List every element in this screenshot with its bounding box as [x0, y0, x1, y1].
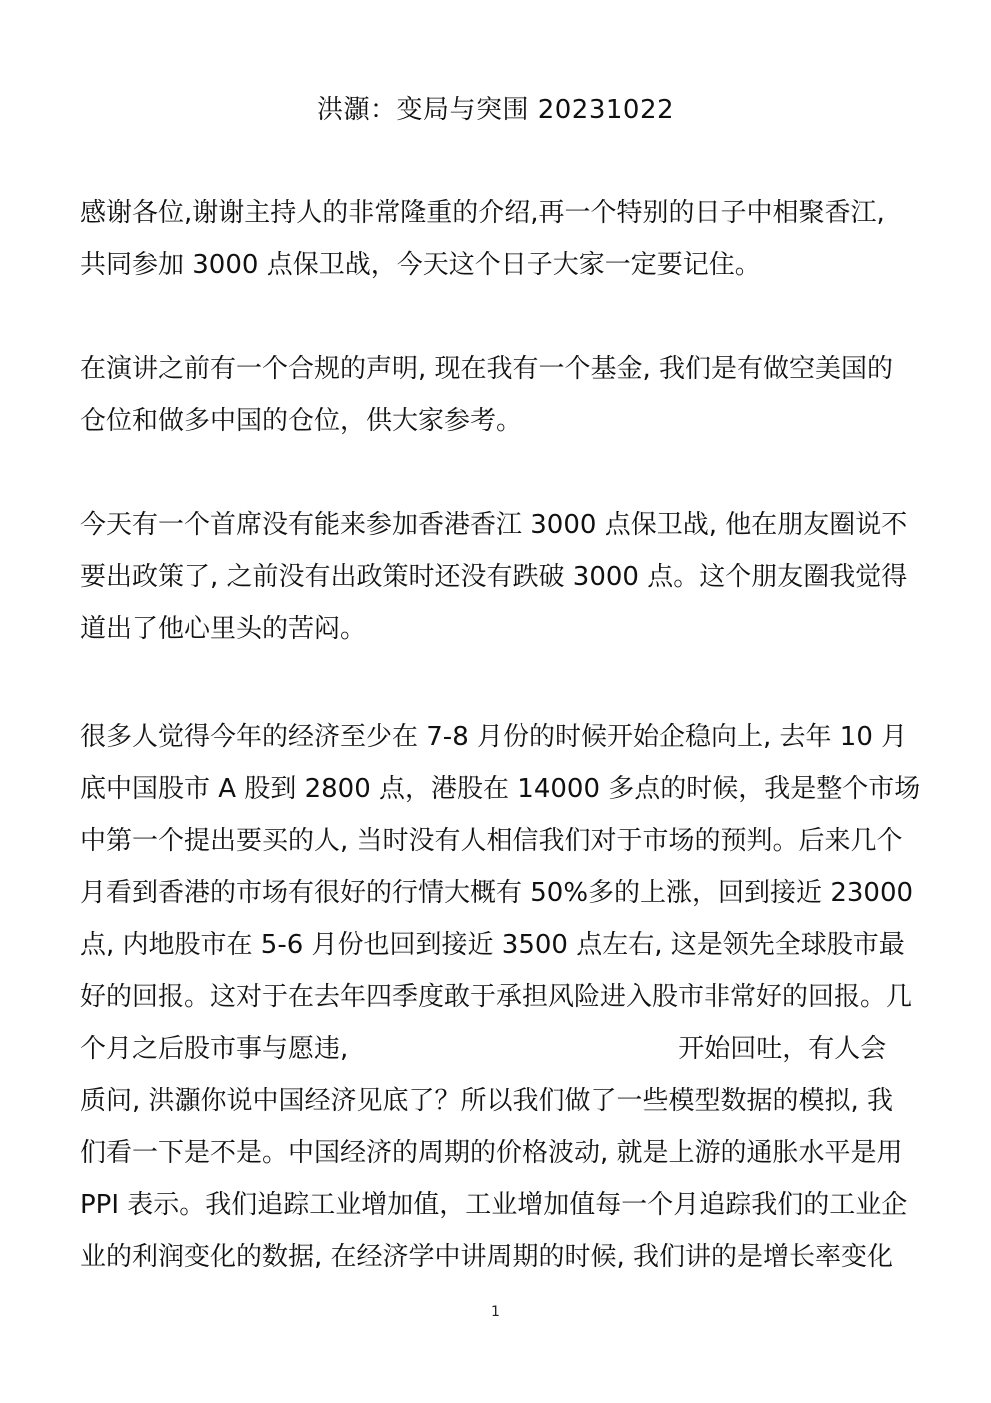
text-line: 底中国股市 A 股到 2800 点，港股在 14000 多点的时候，我是整个市场: [80, 774, 921, 804]
text-line: 仓位和做多中国的仓位，供大家参考。: [80, 406, 523, 436]
text-line: 业的利润变化的数据, 在经济学中讲周期的时候, 我们讲的是增长率变化: [80, 1242, 894, 1272]
text-line: 很多人觉得今年的经济至少在 7-8 月份的时候开始企稳向上, 去年 10 月: [80, 722, 908, 752]
text-line-tail: 开始回吐，有人会: [678, 1034, 887, 1064]
paragraph-spacer: [80, 655, 920, 711]
paragraph-spacer: [80, 447, 920, 499]
paragraph-1: [80, 187, 920, 291]
text-line: 共同参加 3000 点保卫战，今天这个日子大家一定要记住。: [80, 250, 761, 280]
text-line: 月看到香港的市场有很好的行情大概有 50%多的上涨，回到接近 23000: [80, 878, 914, 908]
document-body: [80, 187, 920, 1283]
text-line: 中第一个提出要买的人, 当时没有人相信我们对于市场的预判。后来几个: [80, 826, 903, 856]
text-line: PPI 表示。我们追踪工业增加值，工业增加值每一个月追踪我们的工业企: [80, 1190, 908, 1220]
text-line: 质问, 洪灝你说中国经济见底了？所以我们做了一些模型数据的模拟, 我: [80, 1086, 894, 1116]
text-line: 们看一下是不是。中国经济的周期的价格波动, 就是上游的通胀水平是用: [80, 1138, 903, 1168]
text-line-head: 个月之后股市事与愿违,: [80, 1034, 349, 1064]
text-line: 好的回报。这对于在去年四季度敢于承担风险进入股市非常好的回报。几: [80, 982, 913, 1012]
paragraph-4: [80, 711, 920, 1283]
paragraph-2: [80, 343, 920, 447]
text-line: 要出政策了, 之前没有出政策时还没有跌破 3000 点。这个朋友圈我觉得: [80, 562, 908, 592]
text-line: 点, 内地股市在 5-6 月份也回到接近 3500 点左右, 这是领先全球股市最: [80, 930, 905, 960]
text-line: 感谢各位,谢谢主持人的非常隆重的介绍,再一个特别的日子中相聚香江,: [80, 198, 885, 228]
document-title: 洪灝：变局与突围 20231022: [316, 95, 675, 125]
text-line: 道出了他心里头的苦闷。: [80, 614, 367, 644]
page-number: 1: [491, 1304, 500, 1320]
text-line: 在演讲之前有一个合规的声明, 现在我有一个基金, 我们是有做空美国的: [80, 354, 894, 384]
text-line: 今天有一个首席没有能来参加香港香江 3000 点保卫战, 他在朋友圈说不: [80, 510, 908, 540]
paragraph-3: [80, 499, 920, 655]
paragraph-spacer: [80, 291, 920, 343]
text-line-with-gap: [80, 1023, 920, 1075]
